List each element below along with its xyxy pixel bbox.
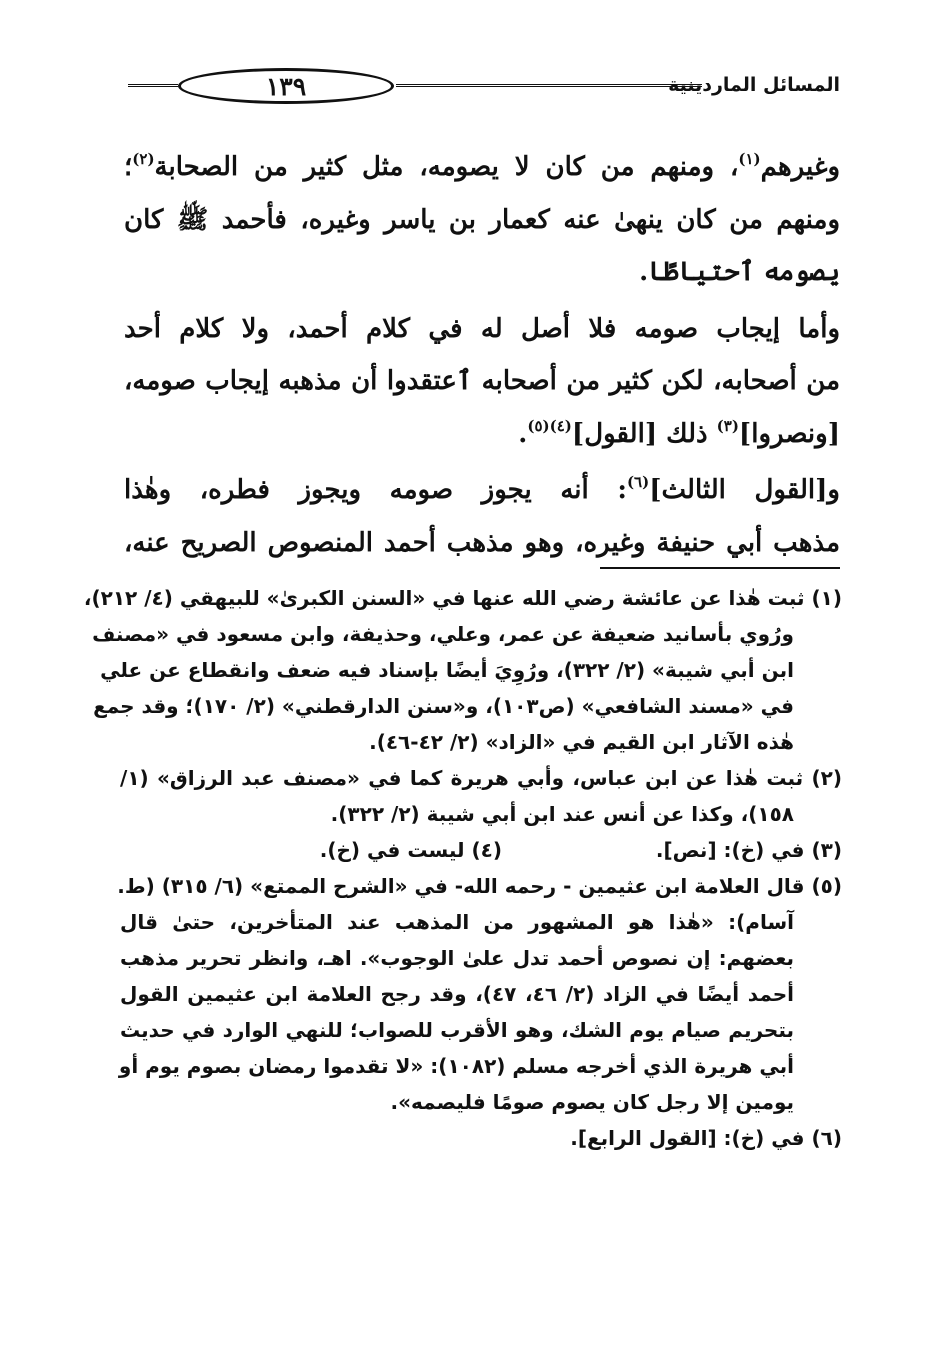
footnote-marker: (٤)(٥) <box>527 416 572 435</box>
footnote-1-line: هٰذه الآثار ابن القيم في «الزاد» (٢/ ٤٢-٤٦). <box>369 730 794 754</box>
footnote-5-line: آسام): «هٰذا هو المشهور من المذهب عند المتأخرين، حتىٰ قال <box>120 910 794 934</box>
footnote-4: (٤) ليست في (خ). <box>319 838 502 862</box>
main-text <box>124 141 840 569</box>
footnote-5-line: بتحريم صيام يوم الشك، وهو الأقرب للصواب؛ للنهي الوارد في حديث <box>120 1018 794 1042</box>
footnote-marker: (٦) <box>626 473 650 491</box>
text-line: ومنهم من كان ينهىٰ عنه كعمار بن ياسر وغيره، فأحمد ﷺ كان <box>124 204 840 235</box>
footnote-3: (٣) في (خ): [نص]. <box>655 838 842 862</box>
text-fragment: و[القول الثالث] <box>649 475 840 505</box>
footnotes <box>83 580 842 1156</box>
footnote-1-line: في «مسند الشافعي» (ص١٠٣)، و«سنن الدارقطني» (٢/ ١٧٠)؛ وقد جمع <box>93 694 794 718</box>
footnote-marker: (١) <box>738 150 761 168</box>
footnote-5-line: بعضهم: إن نصوص أحمد تدل علىٰ الوجوب». اهـ، وانظر تحرير مذهب <box>120 946 794 970</box>
text-fragment: ، ومنهم من كان لا يصومه، مثل كثير من الصحابة <box>154 152 739 182</box>
text-line: من أصحابه، لكن كثير من أصحابه ٱعتقدوا أن مذهبه إيجاب صومه، <box>124 366 840 396</box>
footnote-6: (٦) في (خ): [القول الرابع]. <box>570 1126 842 1150</box>
text-line: وأما إيجاب صومه فلا أصل له في كلام أحمد، ولا كلام أحد <box>124 313 840 344</box>
footnote-separator <box>600 567 840 569</box>
text-line <box>124 408 840 461</box>
running-title: المسائل الماردينية <box>668 74 840 96</box>
footnote-1-line: ورُوي بأسانيد ضعيفة عن عمر، وعلي، وحذيفة، وابن مسعود في «مصنف <box>92 622 794 646</box>
header-rule-left <box>128 84 178 90</box>
text-fragment: ذلك [القول] <box>571 418 717 449</box>
text-line: مذهب أبي حنيفة وغيره، وهو مذهب أحمد المنصوص الصريح عنه، <box>124 527 840 558</box>
text-line: يصومه ٱحتياطًا. <box>639 257 840 287</box>
footnote-5-line: يومين إلا رجل كان يصوم صومًا فليصمه». <box>390 1090 794 1114</box>
text-fragment: ؛ <box>124 152 133 182</box>
footnotes-3-4-row <box>120 832 842 868</box>
header-rule-right <box>396 84 702 90</box>
text-fragment: : أنه يجوز صومه ويجوز فطره، وهٰذا <box>124 475 627 505</box>
text-line <box>124 464 840 517</box>
footnote-1-line: (١) ثبت هٰذا عن عائشة رضي الله عنها في «السنن الكبرىٰ» للبيهقي (٤/ ٢١٢)، <box>83 586 842 610</box>
footnote-5-line: أبي هريرة الذي أخرجه مسلم (١٠٨٢): «لا تقدموا رمضان بصوم يوم أو <box>118 1054 794 1078</box>
footnote-marker: (٣) <box>716 416 739 435</box>
footnote-2-line: (٢) ثبت هٰذا عن ابن عباس، وأبي هريرة كما في «مصنف عبد الرزاق» (١/ <box>120 766 842 790</box>
page-header <box>128 66 840 110</box>
text-fragment: وغيرهم <box>760 152 840 182</box>
footnote-1-line: ابن أبي شيبة» (٢/ ٣٢٢)، ورُوِيَ أيضًا بإسناد فيه ضعف وانقطاع عن علي <box>100 658 794 682</box>
text-fragment: [ونصروا] <box>738 418 840 449</box>
footnote-marker: (٢) <box>132 150 155 168</box>
footnote-5-line: (٥) قال العلامة ابن عثيمين - رحمه الله- في «الشرح الممتع» (٦/ ٣١٥) (ط. <box>117 874 842 898</box>
text-line <box>124 141 840 194</box>
page-number: ١٣٩ <box>178 68 394 104</box>
text-fragment: . <box>518 418 528 449</box>
footnote-2-line: ١٥٨)، وكذا عن أنس عند ابن أبي شيبة (٢/ ٣٢٢). <box>330 802 794 826</box>
footnote-5-line: أحمد أيضًا في الزاد (٢/ ٤٦، ٤٧)، وقد رجح العلامة ابن عثيمين القول <box>120 982 794 1006</box>
